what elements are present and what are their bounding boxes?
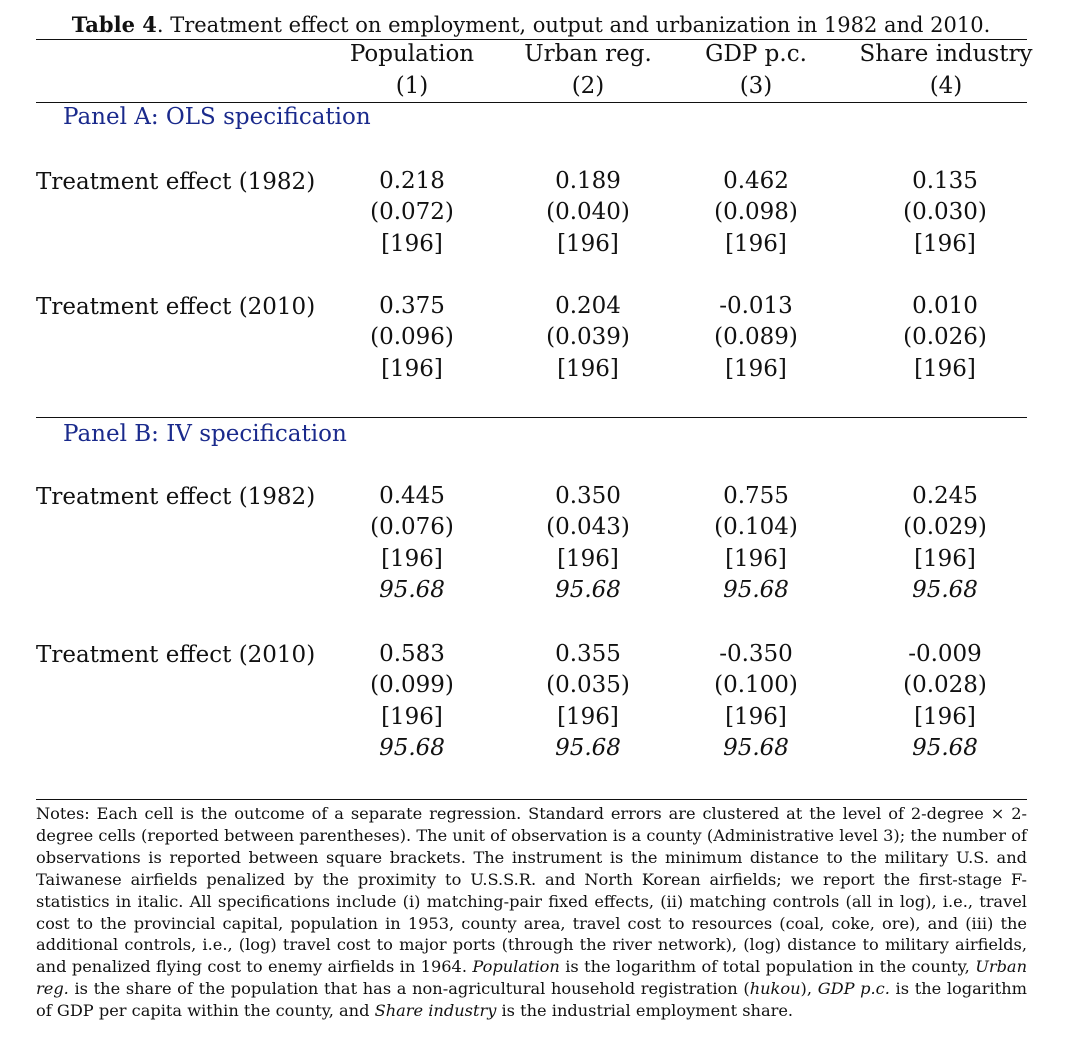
coefficient: 0.350 xyxy=(555,483,621,509)
coefficient: 0.375 xyxy=(379,293,445,319)
standard-error: (0.028) xyxy=(903,672,987,699)
column-name: Population xyxy=(349,41,475,67)
top-rule xyxy=(36,39,1027,40)
column-header-population xyxy=(332,41,492,99)
table-cell xyxy=(508,481,668,606)
table-cell xyxy=(332,166,492,260)
coefficient: -0.009 xyxy=(908,641,982,667)
standard-error: (0.072) xyxy=(370,199,454,226)
column-header-urban-reg xyxy=(508,41,668,99)
panel-separator-rule xyxy=(36,417,1027,418)
observations: [196] xyxy=(557,703,619,730)
coefficient: 0.010 xyxy=(912,293,978,319)
notes-text: is the industrial employment share. xyxy=(496,1001,794,1021)
standard-error: (0.030) xyxy=(903,199,987,226)
notes-term-urban-reg: Urban reg. xyxy=(36,957,1028,999)
standard-error: (0.043) xyxy=(546,514,630,541)
coefficient: 0.204 xyxy=(555,293,621,319)
table-cell xyxy=(508,639,668,764)
standard-error: (0.099) xyxy=(370,672,454,699)
notes-rule xyxy=(36,799,1027,800)
f-statistic: 95.68 xyxy=(379,576,445,603)
coefficient: 0.245 xyxy=(912,483,978,509)
table-cell xyxy=(865,481,1025,606)
column-number: (4) xyxy=(929,73,963,99)
observations: [196] xyxy=(381,230,443,257)
header-rule xyxy=(36,102,1027,103)
observations: [196] xyxy=(914,355,976,382)
coefficient: 0.462 xyxy=(723,168,789,194)
coefficient: 0.445 xyxy=(379,483,445,509)
standard-error: (0.089) xyxy=(714,324,798,351)
coefficient: 0.189 xyxy=(555,168,621,194)
panel-a-title: Panel A: OLS specification xyxy=(63,104,371,130)
standard-error: (0.029) xyxy=(903,514,987,541)
notes-term-hukou: hukou xyxy=(749,979,801,999)
standard-error: (0.040) xyxy=(546,199,630,226)
standard-error: (0.026) xyxy=(903,324,987,351)
coefficient: 0.355 xyxy=(555,641,621,667)
f-statistic: 95.68 xyxy=(723,576,789,603)
observations: [196] xyxy=(381,703,443,730)
table-cell xyxy=(676,291,836,385)
notes-text: Notes: Each cell is the outcome of a separate regression. Standard errors are clustered at the level of 2-degree × 2-degree cells (reported between parentheses). The unit of observation is a county (Administrative level 3); the number of observations is reported between square brackets. The instrument is the minimum distance to the military U.S. and Taiwanese airfields penalized by the proximity to U.S.S.R. and North Korean airfields; we report the first-stage F-statistics in italic. All specifications include (i) matching-pair fixed effects, (ii) matching controls (all in log), i.e., travel cost to the provincial capital, population in 1953, county area, travel cost to resources (coal, coke, ore), and (iii) the additional controls, i.e., (log) travel cost to major ports (through the river network), (log) distance to military airfields, and penalized flying cost to enemy airfields in 1964. xyxy=(36,804,1027,977)
row-label: Treatment effect (1982) xyxy=(36,169,316,195)
coefficient: 0.583 xyxy=(379,641,445,667)
notes-term-gdp-pc: GDP p.c. xyxy=(817,979,890,999)
observations: [196] xyxy=(914,230,976,257)
notes-text: is the logarithm of total population in the county, xyxy=(559,957,976,977)
column-number: (3) xyxy=(739,73,773,99)
standard-error: (0.076) xyxy=(370,514,454,541)
column-name: GDP p.c. xyxy=(705,41,807,67)
coefficient: -0.350 xyxy=(719,641,793,667)
table-cell xyxy=(865,291,1025,385)
row-label: Treatment effect (2010) xyxy=(36,294,316,320)
table-cell xyxy=(676,639,836,764)
notes-text: is the logarithm of GDP per capita within the county, and xyxy=(36,979,1027,1021)
observations: [196] xyxy=(381,545,443,572)
observations: [196] xyxy=(725,355,787,382)
f-statistic: 95.68 xyxy=(555,576,621,603)
row-label: Treatment effect (2010) xyxy=(36,642,316,668)
observations: [196] xyxy=(557,230,619,257)
coefficient: -0.013 xyxy=(719,293,793,319)
column-name: Share industry xyxy=(859,41,1033,67)
column-name: Urban reg. xyxy=(524,41,652,67)
column-number: (2) xyxy=(571,73,605,99)
coefficient: 0.135 xyxy=(912,168,978,194)
standard-error: (0.104) xyxy=(714,514,798,541)
table-cell xyxy=(865,166,1025,260)
f-statistic: 95.68 xyxy=(912,734,978,761)
table-cell xyxy=(332,291,492,385)
f-statistic: 95.68 xyxy=(912,576,978,603)
notes-text: is the share of the population that has a non-agricultural household registration ( xyxy=(68,979,750,999)
table-cell xyxy=(332,639,492,764)
observations: [196] xyxy=(381,355,443,382)
f-statistic: 95.68 xyxy=(379,734,445,761)
observations: [196] xyxy=(914,545,976,572)
table-label: Table 4 xyxy=(71,12,157,37)
observations: [196] xyxy=(725,703,787,730)
table-cell xyxy=(865,639,1025,764)
table-cell xyxy=(676,481,836,606)
observations: [196] xyxy=(557,545,619,572)
f-statistic: 95.68 xyxy=(555,734,621,761)
notes-term-share-industry: Share industry xyxy=(374,1001,497,1021)
notes-term-population: Population xyxy=(472,957,560,977)
table-notes xyxy=(36,803,1027,1022)
observations: [196] xyxy=(725,545,787,572)
table-cell xyxy=(508,166,668,260)
observations: [196] xyxy=(725,230,787,257)
column-number: (1) xyxy=(395,73,429,99)
standard-error: (0.100) xyxy=(714,672,798,699)
table-cell xyxy=(676,166,836,260)
column-header-share-industry xyxy=(846,41,1046,99)
row-label: Treatment effect (1982) xyxy=(36,484,316,510)
table-caption xyxy=(36,13,1026,37)
panel-b-title: Panel B: IV specification xyxy=(63,421,347,447)
standard-error: (0.035) xyxy=(546,672,630,699)
standard-error: (0.096) xyxy=(370,324,454,351)
table-cell xyxy=(332,481,492,606)
table-caption-text: . Treatment effect on employment, output and urbanization in 1982 and 2010. xyxy=(156,13,991,37)
standard-error: (0.039) xyxy=(546,324,630,351)
notes-text: ), xyxy=(800,979,818,999)
column-header-gdp-pc xyxy=(676,41,836,99)
table-cell xyxy=(508,291,668,385)
observations: [196] xyxy=(914,703,976,730)
observations: [196] xyxy=(557,355,619,382)
standard-error: (0.098) xyxy=(714,199,798,226)
coefficient: 0.755 xyxy=(723,483,789,509)
f-statistic: 95.68 xyxy=(723,734,789,761)
coefficient: 0.218 xyxy=(379,168,445,194)
